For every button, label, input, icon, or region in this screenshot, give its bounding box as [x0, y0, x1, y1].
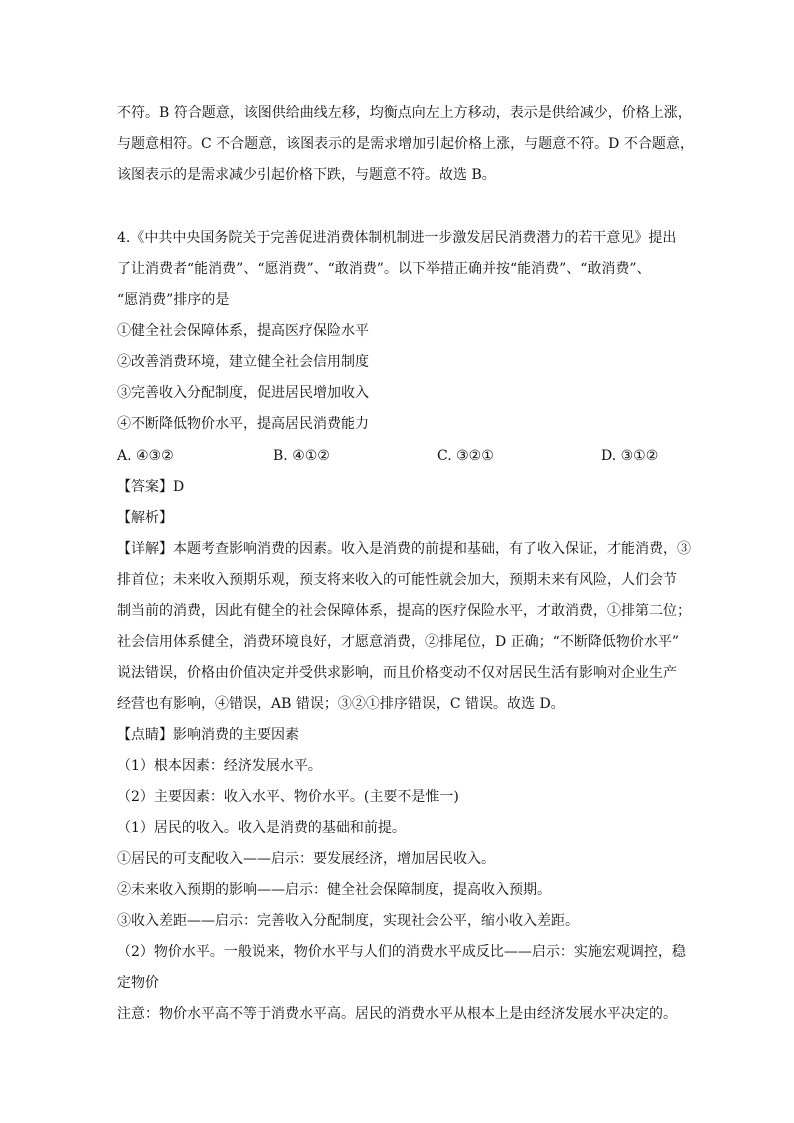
paragraph-line: 不符。B 符合题意，该图供给曲线左移，均衡点向左上方移动，表示是供给减少，价格上涨， — [117, 105, 692, 121]
option-c: C. ③②① — [437, 448, 494, 464]
key-point-line: （1）居民的收入。收入是消费的基础和前提。 — [117, 820, 406, 836]
statement-item: ④不断降低物价水平，提高居民消费能力 — [117, 416, 369, 432]
paragraph-line: 与题意相符。C 不合题意，该图表示的是需求增加引起价格上涨，与题意不符。D 不合题意， — [117, 136, 694, 152]
question-stem-line: 4.《中共中央国务院关于完善促进消费体制机制进一步激发居民消费潜力的若干意见》提出 — [117, 230, 677, 246]
explanation-line: 【详解】本题考查影响消费的因素。收入是消费的前提和基础，有了收入保证，才能消费，③ — [117, 541, 691, 557]
key-point-line: （2）物价水平。一般说来，物价水平与人们的消费水平成反比——启示：实施宏观调控，稳 — [117, 944, 686, 960]
analysis-heading: 【解析】 — [117, 510, 173, 526]
question-stem-line: “愿消费”排序的是 — [117, 292, 230, 308]
answer-line: 【答案】D — [117, 479, 185, 495]
note-line: 注意：物价水平高不等于消费水平高。居民的消费水平从根本上是由经济发展水平决定的。 — [117, 1006, 677, 1022]
key-point-line: （1）根本因素：经济发展水平。 — [117, 758, 322, 774]
paragraph-line: 该图表示的是需求减少引起价格下跌，与题意不符。故选 B。 — [117, 167, 496, 183]
explanation-line: 社会信用体系健全，消费环境良好，才愿意消费，②排尾位，D 正确；“不断降低物价水平” — [117, 634, 679, 650]
key-point-line: ①居民的可支配收入——启示：要发展经济，增加居民收入。 — [117, 851, 495, 867]
question-stem-line: 了让消费者“能消费”、“愿消费”、“敢消费”。以下举措正确并按“能消费”、“敢消费”、 — [117, 261, 651, 277]
explanation-line: 经营也有影响，④错误，AB 错误；③②①排序错误，C 错误。故选 D。 — [117, 696, 565, 712]
statement-item: ②改善消费环境，建立健全社会信用制度 — [117, 354, 369, 370]
statement-item: ③完善收入分配制度，促进居民增加收入 — [117, 385, 369, 401]
explanation-line: 排首位；未来收入预期乐观，预支将来收入的可能性就会加大，预期未来有风险，人们会节 — [117, 572, 677, 588]
key-points-heading: 【点睛】影响消费的主要因素 — [117, 727, 299, 743]
key-point-line: ②未来收入预期的影响——启示：健全社会保障制度，提高收入预期。 — [117, 882, 551, 898]
option-a: A. ④③② — [117, 448, 174, 464]
explanation-line: 制当前的消费，因此有健全的社会保障体系，提高的医疗保险水平，才敢消费，①排第二位； — [117, 603, 691, 619]
explanation-line: 说法错误，价格由价值决定并受供求影响，而且价格变动不仅对居民生活有影响对企业生产 — [117, 665, 677, 681]
key-point-line: 定物价 — [117, 975, 159, 991]
answer-options — [117, 447, 677, 465]
statement-item: ①健全社会保障体系，提高医疗保险水平 — [117, 323, 369, 339]
key-point-line: ③收入差距——启示：完善收入分配制度，实现社会公平，缩小收入差距。 — [117, 913, 579, 929]
option-d: D. ③①② — [601, 448, 659, 464]
option-b: B. ④①② — [273, 448, 330, 464]
key-point-line: （2）主要因素：收入水平、物价水平。(主要不是惟一) — [117, 789, 459, 805]
